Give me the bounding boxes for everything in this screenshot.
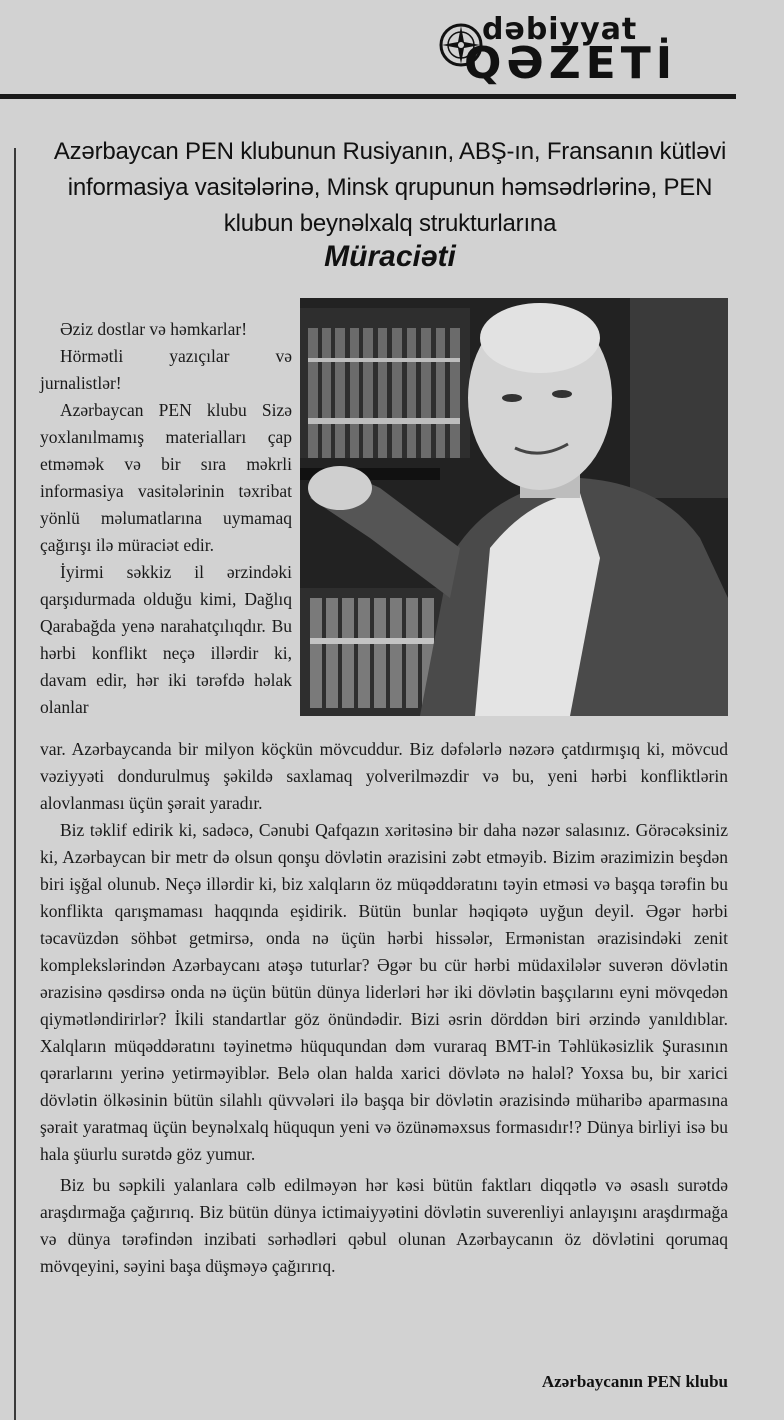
masthead-line2: QƏZETİ xyxy=(464,38,678,89)
masthead-logo xyxy=(438,8,688,90)
masthead-line1: dəbiyyat xyxy=(482,12,638,47)
header-rule xyxy=(0,94,736,99)
paragraph-3: Biz təklif edirik ki, sadəcə, Cənubi Qafqazın xəritəsinə bir daha nəzər salasınız. Görəcəksiniz ki, Azərbaycan bir metr də olsun qonşu dövlətin ərazisini zəbt etməyib. Bizim ərazimizin beşdən biri işğal olunub. Neçə illərdir ki, biz xalqların öz müqəddəratını təyin etməsi və başqa tərəfin bu konflikta qarışmaması haqqında eşidirik. Bütün bunlar həqiqətə uyğun deyil. Əgər hərbi təcavüzdən söhbət getmirsə, onda nə üçün hərbi hissələr, Ermənistan ərazisindəki zenit komplekslərindən Azərbaycanı atəşə tuturlar? Əgər bu cür hərbi müdaxilələr suverən dövlətin ərazisinə qəsdirsə onda nə üçün bütün dünya liderləri hər iki dövlətin başçılarını eyni mövqedən qiymətləndirirlər? İkili standartlar göz önündədir. Bizi əsrin dörddən biri ərzində yanıldıblar. Xalqların müqəddəratını təyinetmə hüququndan dəm vuraraq BMT-in Təhlükəsizlik Şurasının qərarlarını yerinə yetirməyiblər. Belə olan halda xarici dövlətə nə haləl? Yoxsa bu, bir xarici dövlətin ölkəsinin bütün silahlı qüvvələri ilə başqa bir dövlətin ərazisində müharibə aparmasına şərait yaratmaq üçün beynəlxalq hüququn yeni və özünəməxsus formasıdır!? Dünya birliyi isə bu hala şüurlu surətdə göz yumur. xyxy=(40,820,728,1164)
greeting-2: Hörmətli yazıçılar və jurnalistlər! xyxy=(40,346,292,393)
paragraph-1: Azərbaycan PEN klubu Sizə yoxlanılmamış materialları çap etməmək və bir sıra məkrli informasiya vasitələrinin təxribat yönlü məlumatlarına uymamaq çağırışı ilə müraciət edir. xyxy=(40,400,292,555)
column-rule xyxy=(14,148,16,1420)
portrait-photo xyxy=(300,298,728,716)
signature: Azərbaycanın PEN klubu xyxy=(541,1372,728,1391)
headline: Azərbaycan PEN klubunun Rusiyanın, ABŞ-ın, Fransanın kütləvi informasiya vasitələrinə, Minsk qrupunun həmsədrlərinə, PEN klubun beynəlxalq strukturlarına xyxy=(53,138,727,237)
greeting: Əziz dostlar və həmkarlar! xyxy=(60,319,248,339)
paragraph-2-start: İyirmi səkkiz il ərzindəki qarşıdurmada olduğu kimi, Dağlıq Qarabağda yenə narahatçılıqdır. Bu hərbi konflikt neçə illərdir ki, davam edir, hər iki tərəfdə həlak olanlar xyxy=(40,562,292,717)
article-column-narrow xyxy=(40,316,292,721)
headline-subtitle: Müraciəti xyxy=(324,240,456,273)
paragraph-4: Biz bu səpkili yalanlara cəlb edilməyən hər kəsi bütün faktları diqqətlə və əsaslı surətdə araşdırmağa çağırırıq. Biz bütün dünya ictimaiyyətini dövlətin suverenliyi anlayışını araşdırmağa və dünya tərəfindən inzibati sərhədləri qəbul olunan Azərbaycanın öz dövlətini qorumaq mövqeyini, səyini başa düşməyə çağırırıq. xyxy=(40,1175,728,1276)
article-column-wide xyxy=(40,736,728,1280)
paragraph-2-end: var. Azərbaycanda bir milyon köçkün mövcuddur. Biz dəfələrlə nəzərə çatdırmışıq ki, mövcud vəziyyəti dondurulmuş şəkildə saxlamaq yolverilməzdir və bu, yeni hərbi konfliktlərin alovlanması üçün şərait yaradır. xyxy=(40,739,728,813)
